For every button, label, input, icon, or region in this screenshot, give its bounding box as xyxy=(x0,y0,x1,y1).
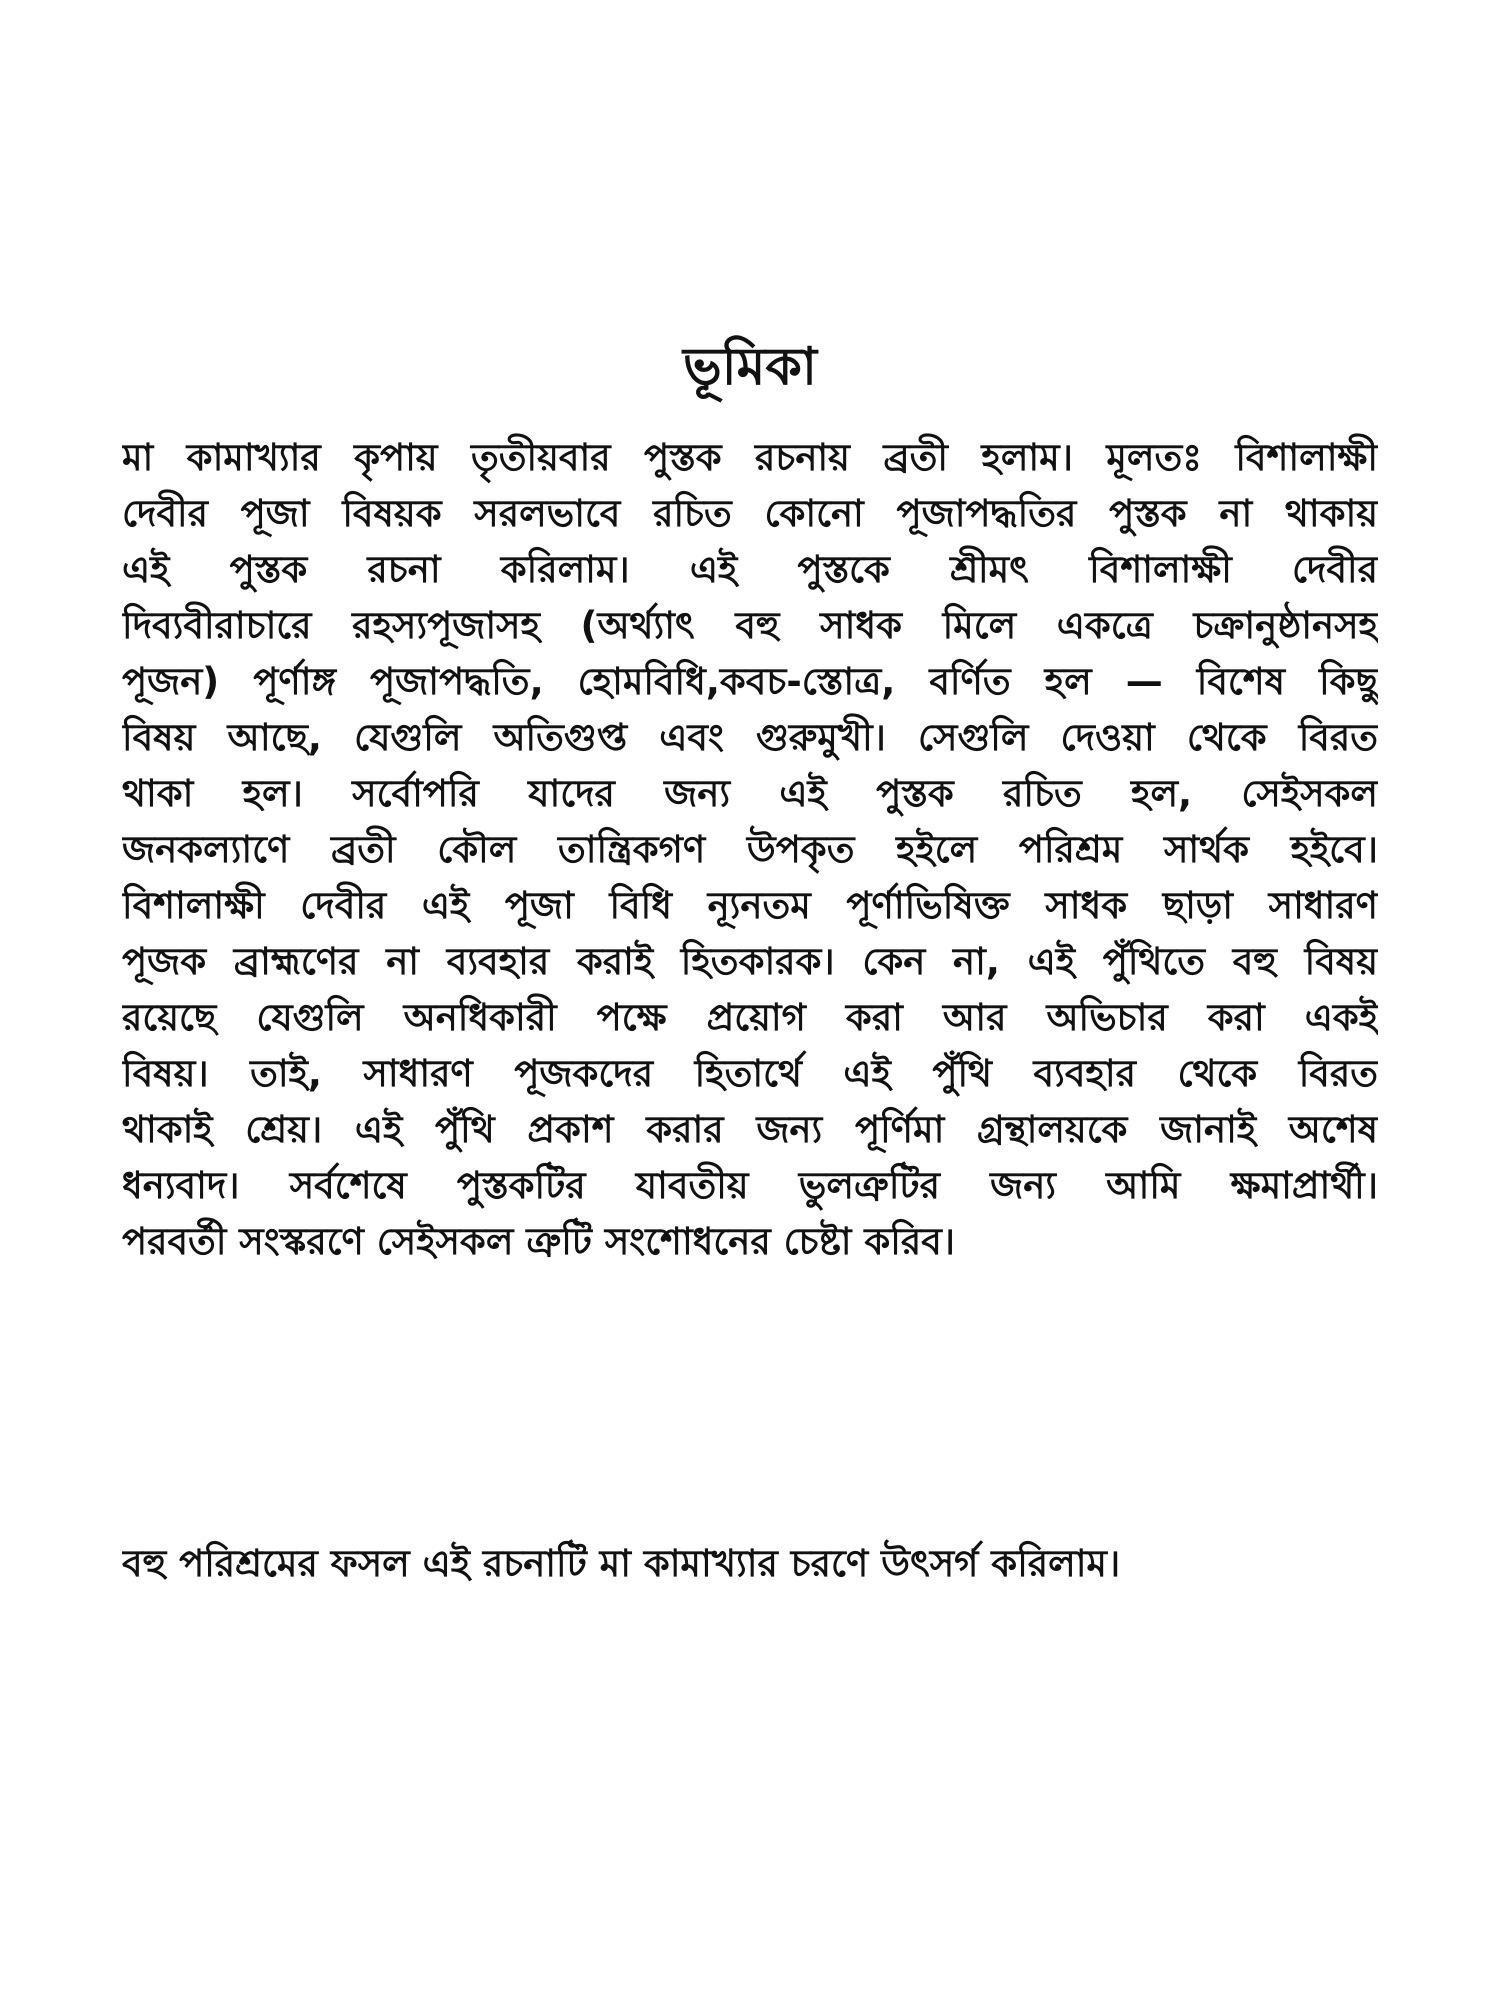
closing-line: বহু পরিশ্রমের ফসল এই রচনাটি মা কামাখ্যার চরণে উৎসর্গ করিলাম। xyxy=(122,1542,1121,1585)
paragraph-line: বিশালাক্ষী দেবীর এই পূজা বিধি ন্যূনতম পূর্ণাভিষিক্ত সাধক ছাড়া সাধারণ xyxy=(122,884,1378,927)
paragraph-line: পরবর্তী সংস্করণে সেইসকল ত্রুটি সংশোধনের চেষ্টা করিব। xyxy=(122,1220,956,1263)
paragraph-line: মা কামাখ্যার কৃপায় তৃতীয়বার পুস্তক রচনায় ব্রতী হলাম। মূলতঃ বিশালাক্ষী xyxy=(122,436,1378,479)
paragraph-line: জনকল্যাণে ব্রতী কৌল তান্ত্রিকগণ উপকৃত হইলে পরিশ্রম সার্থক হইবে। xyxy=(122,828,1378,871)
paragraph-line: ধন্যবাদ। সর্বশেষে পুস্তকটির যাবতীয় ভুলত্রুটির জন্য আমি ক্ষমাপ্রার্থী। xyxy=(122,1164,1378,1207)
page-title: ভূমিকা xyxy=(683,337,817,397)
paragraph-line: বিষয় আছে, যেগুলি অতিগুপ্ত এবং গুরুমুখী। সেগুলি দেওয়া থেকে বিরত xyxy=(122,716,1378,759)
paragraph-line: রয়েছে যেগুলি অনধিকারী পক্ষে প্রয়োগ করা আর অভিচার করা একই xyxy=(122,996,1378,1039)
paragraph-line: পূজক ব্রাহ্মণের না ব্যবহার করাই হিতকারক। কেন না, এই পুঁথিতে বহু বিষয় xyxy=(122,940,1378,983)
paragraph-line: এই পুস্তক রচনা করিলাম। এই পুস্তকে শ্রীমৎ বিশালাক্ষী দেবীর xyxy=(122,548,1378,591)
body-paragraph xyxy=(122,430,1378,1270)
paragraph-line: থাকাই শ্রেয়। এই পুঁথি প্রকাশ করার জন্য পূর্ণিমা গ্রন্থালয়কে জানাই অশেষ xyxy=(122,1108,1378,1151)
paragraph-line: থাকা হল। সর্বোপরি যাদের জন্য এই পুস্তক রচিত হল, সেইসকল xyxy=(122,772,1378,815)
paragraph-line: বিষয়। তাই, সাধারণ পূজকদের হিতার্থে এই পুঁথি ব্যবহার থেকে বিরত xyxy=(122,1052,1378,1095)
paragraph-line: দিব্যবীরাচারে রহস্যপূজাসহ (অর্থ্যাৎ বহু সাধক মিলে একত্রে চক্রানুষ্ঠানসহ xyxy=(122,604,1378,647)
paragraph-line: পূজন) পূর্ণাঙ্গ পূজাপদ্ধতি, হোমবিধি,কবচ-স্তোত্র, বর্ণিত হল — বিশেষ কিছু xyxy=(122,660,1378,703)
paragraph-line: দেবীর পূজা বিষয়ক সরলভাবে রচিত কোনো পূজাপদ্ধতির পুস্তক না থাকায় xyxy=(122,492,1378,535)
